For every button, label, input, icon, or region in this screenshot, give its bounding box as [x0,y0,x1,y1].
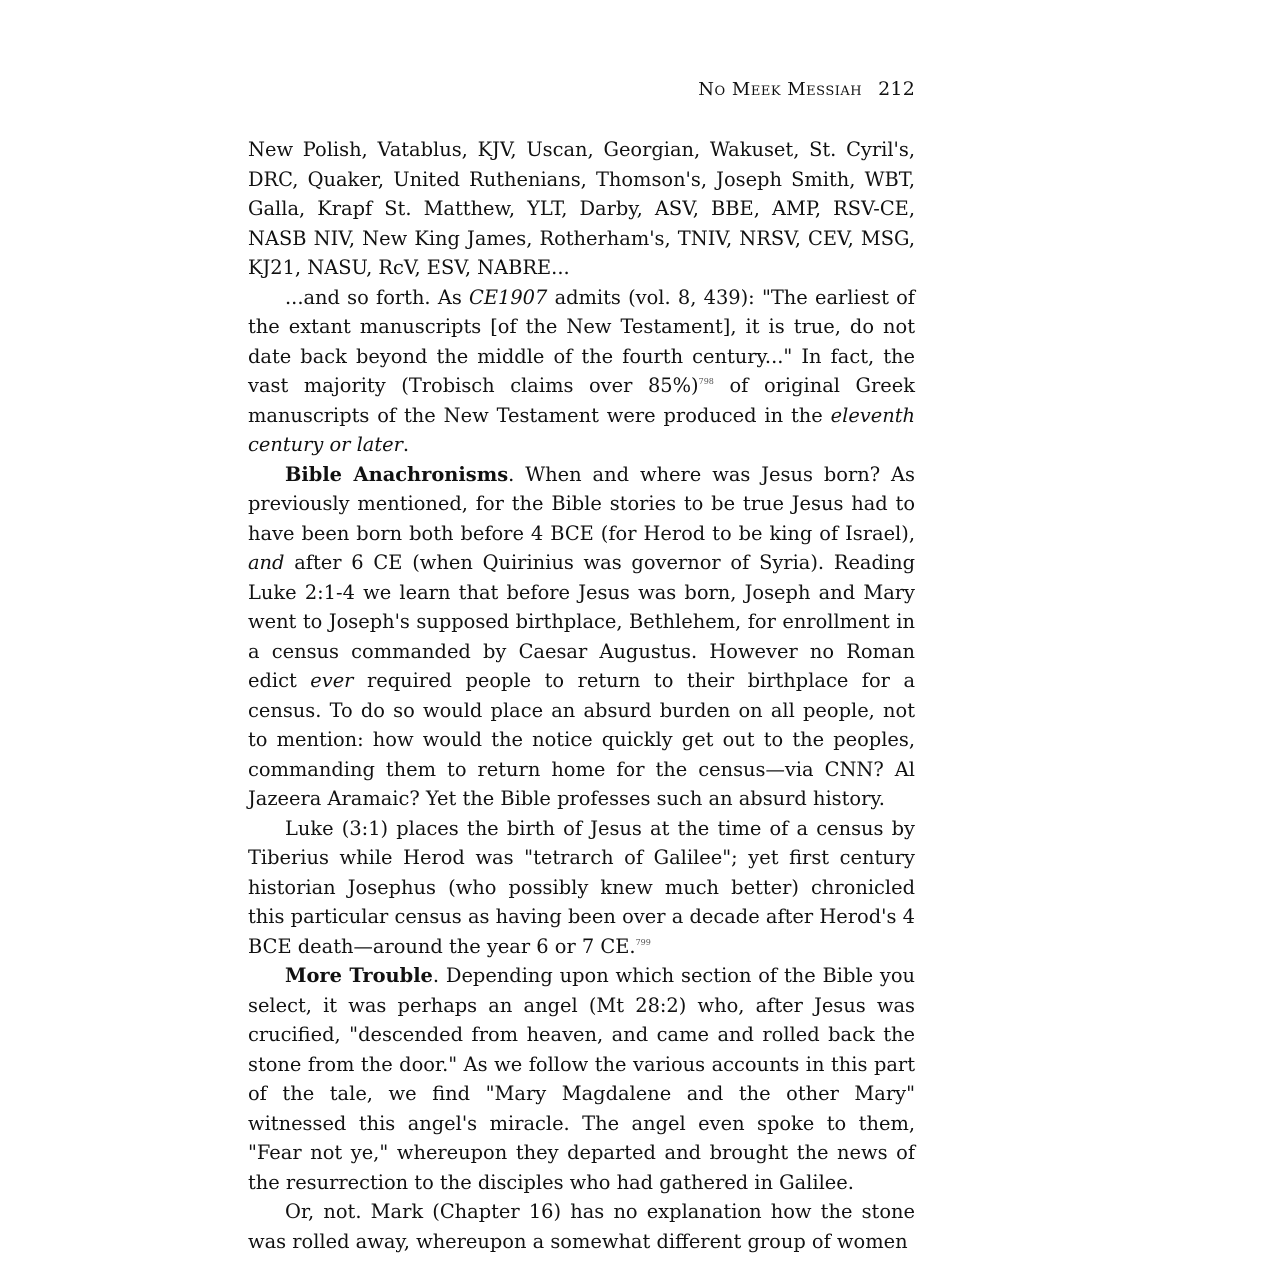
paragraph-text: . When and where was Jesus born? As previously mentioned, for the Bible stories to be true Jesus had to have been born both before 4 BCE (for Herod to be king of Israel), [248,462,915,545]
paragraph-text: Or, not. Mark (Chapter 16) has no explanation how the stone was rolled away, whereupon a somewhat different group of women [248,1200,915,1253]
run-in-heading: More Trouble [285,964,433,987]
italic-emphasis: ever [310,669,354,692]
paragraph-or-not [248,1197,915,1256]
footnote-marker: 799 [635,937,651,947]
running-title: No Meek Messiah [698,79,863,100]
footnote-marker: 798 [698,377,714,386]
paragraph-luke-census [248,814,915,962]
paragraph-text: admits (vol. 8, 439): "The earliest of the extant manuscripts [of the New Testament], it is true, do not date back beyond the middle of the fourth century..." In fact, the vast majority (Trobisch claims over 85%) [248,285,915,397]
paragraph-text: Luke (3:1) places the birth of Jesus at the time of a census by Tiberius while Herod was "tetrarch of Galilee"; yet first century historian Josephus (who possibly knew much better) chronicled this particular census as having been over a decade after Herod's 4 BCE death—around the year 6 or 7 CE. [248,816,915,958]
italic-citation: CE1907 [469,285,548,309]
paragraph-text: of original Greek manuscripts of the New Testament were produced in the [248,374,916,427]
body-text [248,135,915,1256]
paragraph-text: . Depending upon which section of the Bible you select, it was perhaps an angel (Mt 28:2) who, after Jesus was crucified, "descended from heaven, and came and rolled back the stone from the door." As we follow the various accounts in this part of the tale, we find "Mary Magdalene and the other Mary" witnessed this angel's miracle. The angel even spoke to them, "Fear not ye," whereupon they departed and brought the news of the resurrection to the disciples who had gathered in Galilee. [248,964,916,1194]
paragraph-bible-anachronisms [248,460,915,814]
running-header [698,78,915,100]
paragraph-translation-list [248,135,915,283]
paragraph-text: required people to return to their birthplace for a census. To do so would place an absurd burden on all people, not to mention: how would the notice quickly get out to the peoples, commanding them to return home for the census—via CNN? Al Jazeera Aramaic? Yet the Bible professes such an absurd history. [248,669,916,810]
paragraph-manuscripts [248,283,915,460]
paragraph-text: after 6 CE (when Quirinius was governor of Syria). Reading Luke 2:1-4 we learn that before Jesus was born, Joseph and Mary went to Joseph's supposed birthplace, Bethlehem, for enrollment in a census commanded by Caesar Augustus. However no Roman edict [248,551,915,692]
page-number: 212 [878,78,915,100]
paragraph-text: . [402,433,410,456]
paragraph-text: ...and so forth. As [285,285,469,309]
italic-emphasis: and [248,551,285,574]
italic-emphasis: eleventh century or later [248,403,915,456]
paragraph-text: New Polish, Vatablus, KJV, Uscan, Georgian, Wakuset, St. Cyril's, DRC, Quaker, United Ruthenians, Thomson's, Joseph Smith, WBT, Galla, Krapf St. Matthew, YLT, Darby, ASV, BBE, AMP, RSV-CE, NASB NIV, New King James, Rotherham's, TNIV, NRSV, CEV, MSG, KJ21, NASU, RcV, ESV, NABRE... [248,138,915,279]
paragraph-more-trouble [248,961,915,1197]
run-in-heading: Bible Anachronisms [285,462,509,486]
